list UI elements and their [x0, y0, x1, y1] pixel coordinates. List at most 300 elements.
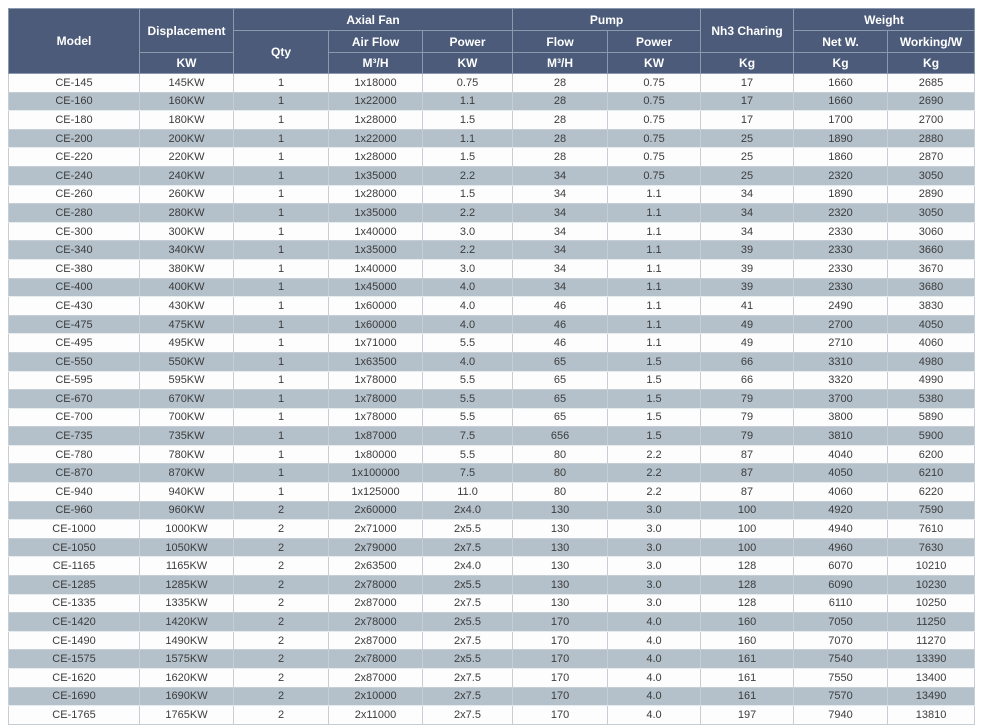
cell-pump-flow: 46 — [513, 334, 608, 353]
cell-model: CE-550 — [9, 352, 140, 371]
cell-pump-flow: 170 — [513, 669, 608, 688]
cell-fan-air-flow: 1x45000 — [329, 278, 423, 297]
cell-pump-power: 1.5 — [608, 427, 701, 446]
cell-nh3-charging: 128 — [701, 594, 794, 613]
cell-fan-air-flow: 1x40000 — [329, 259, 423, 278]
table-row — [9, 148, 975, 167]
cell-model: CE-200 — [9, 129, 140, 148]
cell-fan-air-flow: 1x78000 — [329, 371, 423, 390]
cell-pump-power: 3.0 — [608, 501, 701, 520]
cell-model: CE-240 — [9, 166, 140, 185]
cell-pump-flow: 34 — [513, 166, 608, 185]
cell-fan-qty: 1 — [234, 334, 329, 353]
cell-net-weight: 4060 — [794, 483, 888, 502]
cell-fan-qty: 1 — [234, 185, 329, 204]
table-row — [9, 501, 975, 520]
cell-nh3-charging: 161 — [701, 650, 794, 669]
cell-model: CE-1575 — [9, 650, 140, 669]
cell-nh3-charging: 87 — [701, 483, 794, 502]
cell-model: CE-400 — [9, 278, 140, 297]
table-row — [9, 129, 975, 148]
cell-nh3-charging: 79 — [701, 390, 794, 409]
cell-fan-qty: 2 — [234, 669, 329, 688]
cell-displacement: 700KW — [140, 408, 234, 427]
cell-pump-power: 0.75 — [608, 148, 701, 167]
table-row — [9, 352, 975, 371]
header-nh3-charging: Nh3 Charing — [701, 9, 794, 53]
cell-pump-flow: 65 — [513, 352, 608, 371]
cell-net-weight: 7940 — [794, 706, 888, 725]
table-body — [9, 74, 975, 725]
table-row — [9, 631, 975, 650]
cell-pump-flow: 34 — [513, 204, 608, 223]
unit-pump-flow: M³/H — [513, 53, 608, 74]
table-row — [9, 371, 975, 390]
table-row — [9, 613, 975, 632]
cell-displacement: 400KW — [140, 278, 234, 297]
cell-pump-flow: 28 — [513, 129, 608, 148]
cell-net-weight: 2700 — [794, 315, 888, 334]
cell-pump-power: 0.75 — [608, 166, 701, 185]
cell-model: CE-1690 — [9, 687, 140, 706]
cell-fan-power: 1.5 — [423, 111, 513, 130]
cell-net-weight: 4940 — [794, 520, 888, 539]
cell-fan-power: 5.5 — [423, 445, 513, 464]
cell-pump-flow: 28 — [513, 148, 608, 167]
cell-displacement: 940KW — [140, 483, 234, 502]
cell-net-weight: 3810 — [794, 427, 888, 446]
table-row — [9, 222, 975, 241]
cell-fan-qty: 1 — [234, 241, 329, 260]
cell-nh3-charging: 100 — [701, 501, 794, 520]
header-fan-power: Power — [423, 31, 513, 53]
cell-fan-power: 2x7.5 — [423, 706, 513, 725]
cell-net-weight: 7070 — [794, 631, 888, 650]
cell-nh3-charging: 25 — [701, 166, 794, 185]
cell-model: CE-495 — [9, 334, 140, 353]
cell-net-weight: 1700 — [794, 111, 888, 130]
cell-fan-air-flow: 1x28000 — [329, 185, 423, 204]
cell-pump-flow: 46 — [513, 315, 608, 334]
cell-net-weight: 3320 — [794, 371, 888, 390]
cell-net-weight: 2330 — [794, 222, 888, 241]
cell-net-weight: 2320 — [794, 166, 888, 185]
cell-fan-air-flow: 1x22000 — [329, 92, 423, 111]
header-pump-flow: Flow — [513, 31, 608, 53]
cell-fan-power: 3.0 — [423, 259, 513, 278]
cell-displacement: 780KW — [140, 445, 234, 464]
cell-working-weight: 3050 — [888, 166, 975, 185]
cell-pump-power: 1.1 — [608, 297, 701, 316]
cell-model: CE-670 — [9, 390, 140, 409]
cell-pump-flow: 130 — [513, 520, 608, 539]
cell-net-weight: 3700 — [794, 390, 888, 409]
cell-working-weight: 13810 — [888, 706, 975, 725]
cell-working-weight: 3060 — [888, 222, 975, 241]
cell-fan-air-flow: 2x87000 — [329, 631, 423, 650]
cell-net-weight: 1890 — [794, 185, 888, 204]
table-row — [9, 464, 975, 483]
cell-pump-flow: 46 — [513, 297, 608, 316]
cell-net-weight: 3310 — [794, 352, 888, 371]
cell-pump-flow: 80 — [513, 464, 608, 483]
cell-fan-air-flow: 1x78000 — [329, 390, 423, 409]
cell-fan-power: 2x4.0 — [423, 501, 513, 520]
cell-fan-power: 1.1 — [423, 92, 513, 111]
cell-working-weight: 13490 — [888, 687, 975, 706]
cell-net-weight: 6090 — [794, 576, 888, 595]
header-fan-qty: Qty — [234, 31, 329, 74]
cell-pump-power: 1.5 — [608, 390, 701, 409]
cell-net-weight: 1660 — [794, 92, 888, 111]
table-row — [9, 74, 975, 93]
cell-pump-power: 4.0 — [608, 613, 701, 632]
table-row — [9, 706, 975, 725]
cell-fan-air-flow: 1x40000 — [329, 222, 423, 241]
cell-fan-qty: 1 — [234, 390, 329, 409]
cell-fan-air-flow: 1x100000 — [329, 464, 423, 483]
cell-net-weight: 7570 — [794, 687, 888, 706]
cell-pump-flow: 656 — [513, 427, 608, 446]
cell-pump-power: 4.0 — [608, 687, 701, 706]
cell-pump-power: 4.0 — [608, 650, 701, 669]
header-model: Model — [9, 9, 140, 74]
cell-model: CE-160 — [9, 92, 140, 111]
cell-displacement: 160KW — [140, 92, 234, 111]
cell-displacement: 960KW — [140, 501, 234, 520]
cell-model: CE-1050 — [9, 538, 140, 557]
cell-fan-air-flow: 1x28000 — [329, 148, 423, 167]
cell-nh3-charging: 39 — [701, 259, 794, 278]
cell-working-weight: 4060 — [888, 334, 975, 353]
cell-fan-air-flow: 2x11000 — [329, 706, 423, 725]
cell-working-weight: 6220 — [888, 483, 975, 502]
cell-nh3-charging: 197 — [701, 706, 794, 725]
cell-fan-qty: 2 — [234, 613, 329, 632]
unit-pump-power: KW — [608, 53, 701, 74]
cell-pump-flow: 170 — [513, 687, 608, 706]
cell-fan-air-flow: 1x80000 — [329, 445, 423, 464]
cell-pump-power: 1.5 — [608, 352, 701, 371]
cell-pump-power: 1.1 — [608, 241, 701, 260]
cell-fan-air-flow: 1x22000 — [329, 129, 423, 148]
cell-displacement: 300KW — [140, 222, 234, 241]
cell-fan-power: 2x7.5 — [423, 687, 513, 706]
cell-working-weight: 10210 — [888, 557, 975, 576]
cell-nh3-charging: 79 — [701, 427, 794, 446]
cell-nh3-charging: 25 — [701, 148, 794, 167]
unit-working-weight: Kg — [888, 53, 975, 74]
cell-fan-power: 2x4.0 — [423, 557, 513, 576]
cell-fan-qty: 2 — [234, 576, 329, 595]
cell-pump-power: 0.75 — [608, 129, 701, 148]
cell-model: CE-260 — [9, 185, 140, 204]
cell-fan-power: 2x5.5 — [423, 613, 513, 632]
cell-model: CE-780 — [9, 445, 140, 464]
cell-displacement: 1285KW — [140, 576, 234, 595]
cell-pump-flow: 34 — [513, 185, 608, 204]
table-row — [9, 408, 975, 427]
cell-fan-qty: 1 — [234, 297, 329, 316]
cell-model: CE-1765 — [9, 706, 140, 725]
cell-working-weight: 4980 — [888, 352, 975, 371]
cell-pump-power: 3.0 — [608, 557, 701, 576]
cell-fan-air-flow: 2x87000 — [329, 669, 423, 688]
cell-pump-flow: 130 — [513, 576, 608, 595]
cell-fan-power: 2x5.5 — [423, 520, 513, 539]
cell-pump-flow: 80 — [513, 445, 608, 464]
cell-fan-air-flow: 2x79000 — [329, 538, 423, 557]
cell-fan-qty: 1 — [234, 427, 329, 446]
cell-displacement: 670KW — [140, 390, 234, 409]
cell-model: CE-380 — [9, 259, 140, 278]
cell-fan-qty: 1 — [234, 352, 329, 371]
cell-fan-qty: 1 — [234, 222, 329, 241]
cell-pump-power: 4.0 — [608, 706, 701, 725]
cell-pump-power: 0.75 — [608, 74, 701, 93]
cell-fan-qty: 2 — [234, 557, 329, 576]
cell-fan-power: 2x7.5 — [423, 631, 513, 650]
cell-fan-qty: 1 — [234, 92, 329, 111]
cell-fan-air-flow: 1x35000 — [329, 241, 423, 260]
cell-working-weight: 2700 — [888, 111, 975, 130]
cell-fan-qty: 1 — [234, 371, 329, 390]
cell-fan-power: 2.2 — [423, 241, 513, 260]
cell-fan-qty: 1 — [234, 74, 329, 93]
unit-fan-power: KW — [423, 53, 513, 74]
table-row — [9, 111, 975, 130]
cell-fan-power: 4.0 — [423, 278, 513, 297]
cell-fan-qty: 2 — [234, 687, 329, 706]
cell-net-weight: 2710 — [794, 334, 888, 353]
cell-fan-air-flow: 2x78000 — [329, 650, 423, 669]
cell-fan-power: 5.5 — [423, 390, 513, 409]
cell-fan-qty: 2 — [234, 650, 329, 669]
cell-net-weight: 2330 — [794, 259, 888, 278]
cell-displacement: 1000KW — [140, 520, 234, 539]
cell-fan-qty: 1 — [234, 148, 329, 167]
table-row — [9, 390, 975, 409]
cell-working-weight: 5900 — [888, 427, 975, 446]
cell-working-weight: 10230 — [888, 576, 975, 595]
cell-model: CE-735 — [9, 427, 140, 446]
cell-fan-air-flow: 1x35000 — [329, 166, 423, 185]
cell-model: CE-1490 — [9, 631, 140, 650]
cell-pump-power: 0.75 — [608, 111, 701, 130]
table-row — [9, 427, 975, 446]
cell-nh3-charging: 161 — [701, 669, 794, 688]
cell-fan-qty: 1 — [234, 259, 329, 278]
cell-working-weight: 2880 — [888, 129, 975, 148]
cell-working-weight: 6210 — [888, 464, 975, 483]
cell-pump-power: 2.2 — [608, 464, 701, 483]
cell-fan-power: 2x7.5 — [423, 594, 513, 613]
cell-working-weight: 2685 — [888, 74, 975, 93]
cell-fan-power: 7.5 — [423, 427, 513, 446]
cell-working-weight: 5380 — [888, 390, 975, 409]
cell-working-weight: 3830 — [888, 297, 975, 316]
cell-displacement: 1575KW — [140, 650, 234, 669]
cell-displacement: 1335KW — [140, 594, 234, 613]
cell-nh3-charging: 17 — [701, 111, 794, 130]
cell-pump-power: 1.1 — [608, 185, 701, 204]
table-row — [9, 185, 975, 204]
cell-fan-power: 1.5 — [423, 148, 513, 167]
compressor-spec-table — [8, 8, 975, 725]
cell-net-weight: 4040 — [794, 445, 888, 464]
header-group-pump: Pump — [513, 9, 701, 31]
cell-working-weight: 3050 — [888, 204, 975, 223]
table-row — [9, 241, 975, 260]
cell-model: CE-940 — [9, 483, 140, 502]
cell-fan-power: 5.5 — [423, 334, 513, 353]
cell-fan-power: 2x7.5 — [423, 669, 513, 688]
header-group-weight: Weight — [794, 9, 975, 31]
cell-fan-power: 2x5.5 — [423, 576, 513, 595]
cell-fan-power: 2x7.5 — [423, 538, 513, 557]
cell-pump-flow: 65 — [513, 408, 608, 427]
unit-fan-air-flow: M³/H — [329, 53, 423, 74]
cell-net-weight: 1860 — [794, 148, 888, 167]
cell-displacement: 475KW — [140, 315, 234, 334]
cell-fan-air-flow: 2x71000 — [329, 520, 423, 539]
cell-net-weight: 6110 — [794, 594, 888, 613]
cell-displacement: 1420KW — [140, 613, 234, 632]
header-fan-air-flow: Air Flow — [329, 31, 423, 53]
cell-pump-power: 1.1 — [608, 222, 701, 241]
table-row — [9, 669, 975, 688]
table-row — [9, 259, 975, 278]
table-row — [9, 166, 975, 185]
cell-pump-power: 1.5 — [608, 408, 701, 427]
cell-nh3-charging: 39 — [701, 241, 794, 260]
cell-fan-air-flow: 2x10000 — [329, 687, 423, 706]
header-working-weight: Working/W — [888, 31, 975, 53]
cell-model: CE-340 — [9, 241, 140, 260]
table-row — [9, 204, 975, 223]
cell-working-weight: 13400 — [888, 669, 975, 688]
cell-fan-power: 0.75 — [423, 74, 513, 93]
cell-nh3-charging: 34 — [701, 185, 794, 204]
cell-displacement: 200KW — [140, 129, 234, 148]
cell-displacement: 380KW — [140, 259, 234, 278]
cell-pump-flow: 34 — [513, 222, 608, 241]
cell-pump-flow: 34 — [513, 278, 608, 297]
cell-nh3-charging: 17 — [701, 92, 794, 111]
cell-fan-power: 2.2 — [423, 204, 513, 223]
cell-fan-power: 5.5 — [423, 408, 513, 427]
cell-model: CE-1620 — [9, 669, 140, 688]
cell-fan-air-flow: 1x125000 — [329, 483, 423, 502]
cell-model: CE-475 — [9, 315, 140, 334]
cell-displacement: 260KW — [140, 185, 234, 204]
table-header — [9, 9, 975, 74]
cell-nh3-charging: 100 — [701, 520, 794, 539]
header-displacement: Displacement — [140, 9, 234, 53]
cell-fan-power: 4.0 — [423, 315, 513, 334]
cell-fan-power: 3.0 — [423, 222, 513, 241]
cell-fan-air-flow: 2x63500 — [329, 557, 423, 576]
cell-nh3-charging: 34 — [701, 222, 794, 241]
cell-pump-flow: 170 — [513, 650, 608, 669]
cell-fan-air-flow: 1x78000 — [329, 408, 423, 427]
cell-fan-qty: 1 — [234, 278, 329, 297]
cell-fan-qty: 2 — [234, 631, 329, 650]
cell-fan-qty: 1 — [234, 315, 329, 334]
table-row — [9, 483, 975, 502]
cell-working-weight: 5890 — [888, 408, 975, 427]
cell-nh3-charging: 66 — [701, 352, 794, 371]
cell-fan-air-flow: 1x87000 — [329, 427, 423, 446]
cell-displacement: 240KW — [140, 166, 234, 185]
cell-working-weight: 13390 — [888, 650, 975, 669]
cell-fan-air-flow: 1x35000 — [329, 204, 423, 223]
cell-fan-power: 2x5.5 — [423, 650, 513, 669]
header-pump-power: Power — [608, 31, 701, 53]
cell-fan-qty: 1 — [234, 408, 329, 427]
cell-displacement: 220KW — [140, 148, 234, 167]
cell-fan-air-flow: 1x18000 — [329, 74, 423, 93]
cell-fan-air-flow: 1x71000 — [329, 334, 423, 353]
cell-model: CE-870 — [9, 464, 140, 483]
cell-nh3-charging: 161 — [701, 687, 794, 706]
cell-pump-power: 2.2 — [608, 483, 701, 502]
cell-pump-flow: 80 — [513, 483, 608, 502]
cell-pump-power: 1.5 — [608, 371, 701, 390]
cell-fan-power: 11.0 — [423, 483, 513, 502]
cell-nh3-charging: 17 — [701, 74, 794, 93]
cell-pump-flow: 34 — [513, 259, 608, 278]
cell-model: CE-280 — [9, 204, 140, 223]
cell-nh3-charging: 128 — [701, 576, 794, 595]
cell-nh3-charging: 39 — [701, 278, 794, 297]
cell-working-weight: 11270 — [888, 631, 975, 650]
cell-displacement: 145KW — [140, 74, 234, 93]
cell-fan-power: 2.2 — [423, 166, 513, 185]
cell-pump-flow: 28 — [513, 111, 608, 130]
cell-pump-flow: 28 — [513, 92, 608, 111]
cell-pump-power: 3.0 — [608, 576, 701, 595]
cell-displacement: 1765KW — [140, 706, 234, 725]
table-row — [9, 687, 975, 706]
cell-displacement: 1050KW — [140, 538, 234, 557]
cell-pump-power: 3.0 — [608, 520, 701, 539]
cell-fan-power: 4.0 — [423, 297, 513, 316]
cell-displacement: 340KW — [140, 241, 234, 260]
cell-net-weight: 4960 — [794, 538, 888, 557]
cell-model: CE-1285 — [9, 576, 140, 595]
cell-pump-power: 1.1 — [608, 315, 701, 334]
cell-net-weight: 2490 — [794, 297, 888, 316]
cell-working-weight: 7630 — [888, 538, 975, 557]
cell-pump-flow: 130 — [513, 594, 608, 613]
cell-fan-qty: 1 — [234, 166, 329, 185]
cell-nh3-charging: 25 — [701, 129, 794, 148]
cell-pump-flow: 130 — [513, 538, 608, 557]
table-row — [9, 334, 975, 353]
cell-working-weight: 2690 — [888, 92, 975, 111]
cell-model: CE-595 — [9, 371, 140, 390]
cell-model: CE-1165 — [9, 557, 140, 576]
cell-fan-power: 1.1 — [423, 129, 513, 148]
cell-nh3-charging: 87 — [701, 445, 794, 464]
cell-displacement: 1620KW — [140, 669, 234, 688]
cell-pump-power: 3.0 — [608, 538, 701, 557]
cell-fan-power: 4.0 — [423, 352, 513, 371]
cell-pump-power: 4.0 — [608, 631, 701, 650]
cell-pump-flow: 130 — [513, 557, 608, 576]
cell-pump-flow: 170 — [513, 613, 608, 632]
